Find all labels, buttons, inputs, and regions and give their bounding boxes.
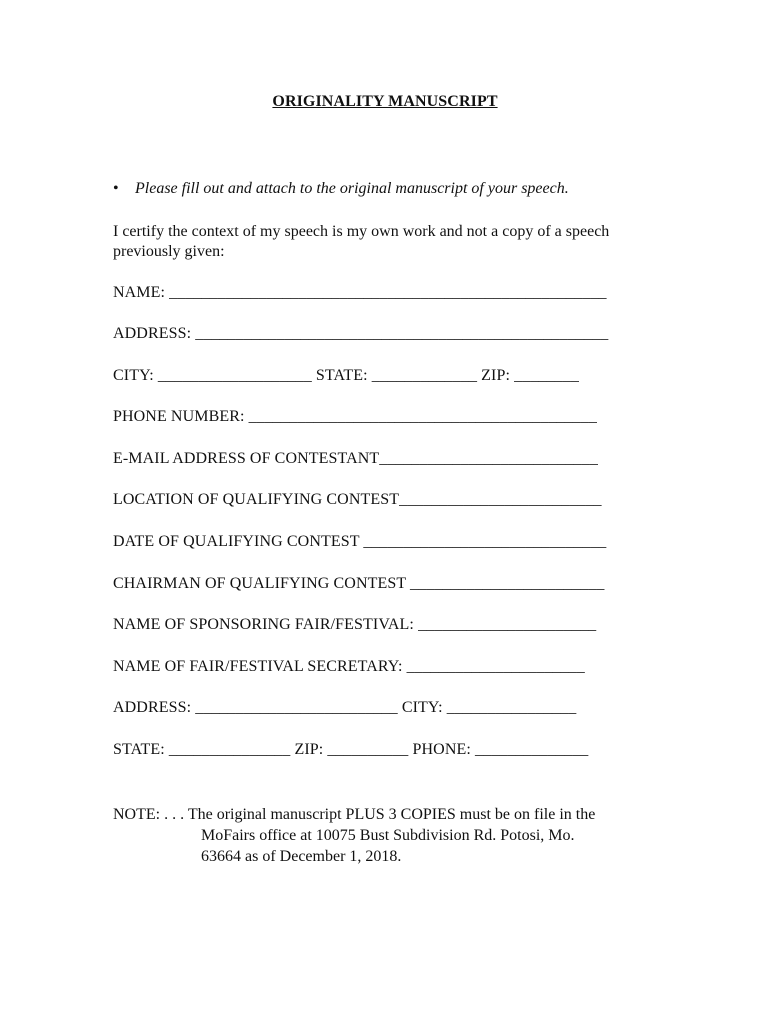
date-field[interactable]: DATE OF QUALIFYING CONTEST ______________________________ [113,533,607,550]
certification-statement: I certify the context of my speech is my own work and not a copy of a speech previously given: [113,223,610,260]
page-title: ORIGINALITY MANUSCRIPT [272,93,498,110]
location-field[interactable]: LOCATION OF QUALIFYING CONTEST_________________________ [113,491,602,508]
instruction-bullet [113,180,569,198]
address-field[interactable]: ADDRESS: ___________________________________________________ [113,325,609,342]
fair-secretary-field[interactable]: NAME OF FAIR/FESTIVAL SECRETARY: ______________________ [113,658,585,675]
state-zip-phone-field[interactable]: STATE: _______________ ZIP: __________ PHONE: ______________ [113,741,589,758]
name-field[interactable]: NAME: ______________________________________________________ [113,284,607,301]
bullet-icon: • [113,180,119,197]
sponsoring-fair-field[interactable]: NAME OF SPONSORING FAIR/FESTIVAL: ______________________ [113,616,597,633]
note-line: MoFairs office at 10075 Bust Subdivision Rd. Potosi, Mo. [201,827,575,844]
note-line: NOTE: . . . The original manuscript PLUS 3 COPIES must be on file in the [113,806,596,823]
phone-number-field[interactable]: PHONE NUMBER: ___________________________________________ [113,408,597,425]
instruction-text: Please fill out and attach to the original manuscript of your speech. [135,180,569,197]
email-field[interactable]: E-MAIL ADDRESS OF CONTESTANT___________________________ [113,450,598,467]
chairman-field[interactable]: CHAIRMAN OF QUALIFYING CONTEST ________________________ [113,575,605,592]
note-block [113,804,595,867]
note-line: 63664 as of December 1, 2018. [201,848,402,865]
secretary-address-city-field[interactable]: ADDRESS: _________________________ CITY: ________________ [113,699,577,716]
city-state-zip-field[interactable]: CITY: ___________________ STATE: _____________ ZIP: ________ [113,367,579,384]
